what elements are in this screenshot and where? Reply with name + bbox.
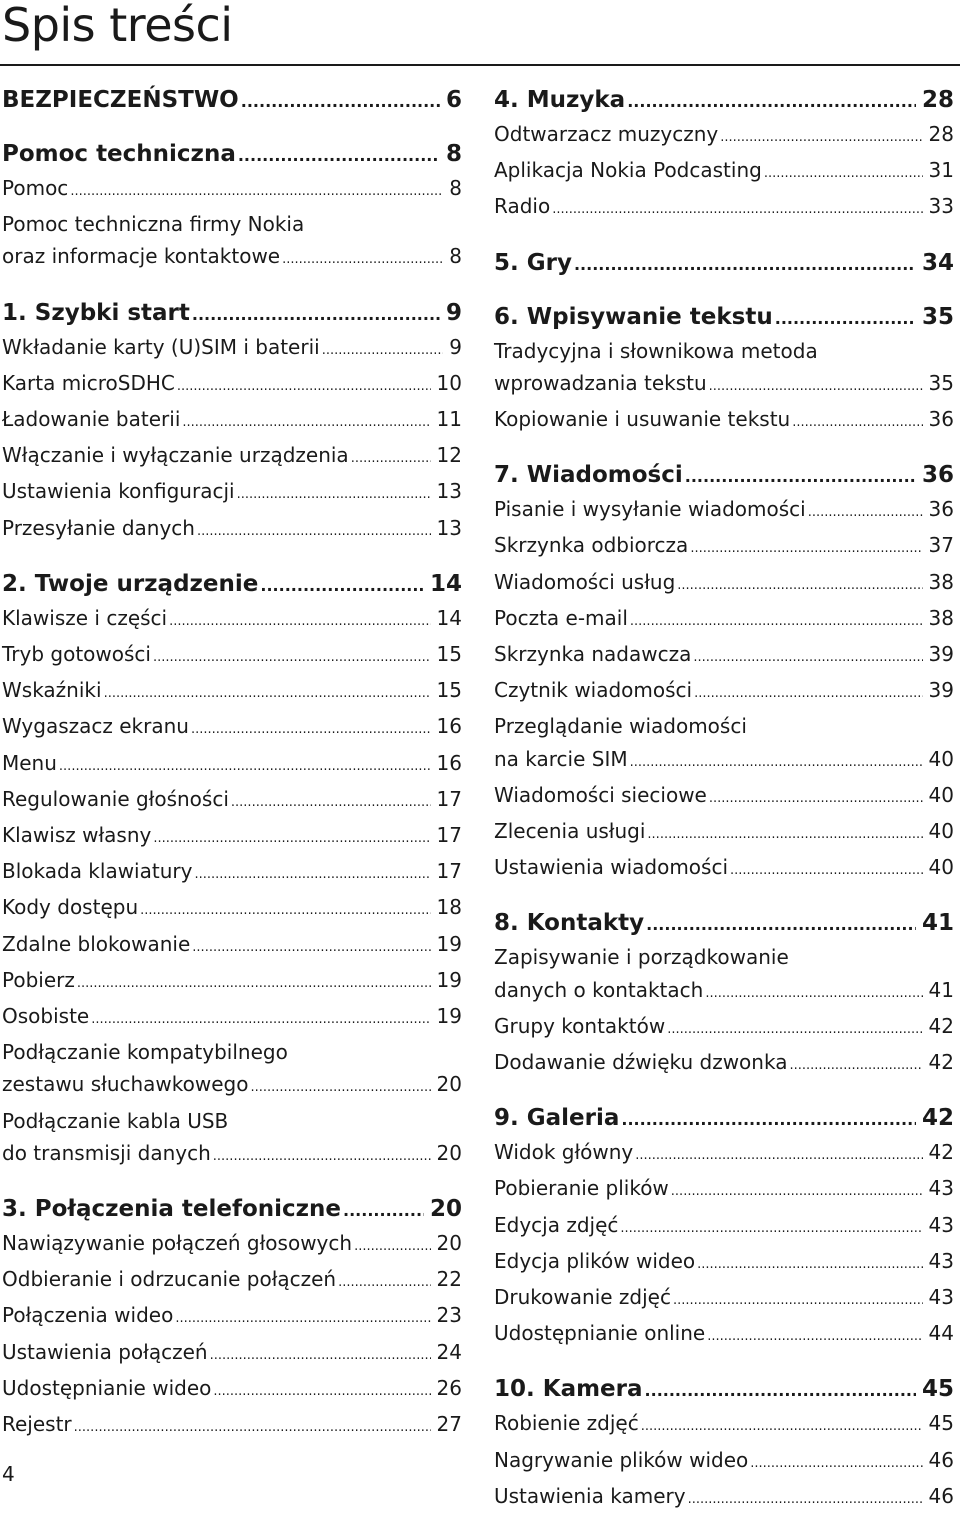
entry-title-line1: Pomoc techniczna firmy Nokia [2, 212, 305, 237]
dot-leader [250, 1068, 430, 1104]
entry-row [494, 367, 954, 403]
dot-leader [153, 638, 431, 674]
dot-leader [338, 1263, 430, 1299]
entry-title: Zdalne blokowanie [2, 931, 191, 956]
dot-leader [792, 403, 922, 439]
entry-title: Kopiowanie i usuwanie tekstu [494, 407, 791, 432]
entry-page-number: 40 [928, 855, 954, 880]
toc-entry[interactable] [2, 172, 462, 208]
section-page-number: 41 [921, 910, 954, 937]
dot-leader [77, 964, 431, 1000]
entry-title: oraz informacje kontaktowe [2, 244, 281, 269]
entry-page-number: 26 [436, 1375, 462, 1400]
dot-leader [343, 1193, 424, 1227]
entry-title: Menu [2, 750, 57, 775]
toc-entry[interactable] [494, 815, 954, 851]
dot-leader [630, 602, 923, 638]
toc-entry[interactable] [494, 1209, 954, 1245]
entry-title: danych o kontaktach [494, 977, 704, 1002]
section-title: 5. Gry [494, 249, 572, 276]
entry-page-number: 9 [449, 334, 462, 359]
dot-leader [677, 566, 922, 602]
section-title: BEZPIECZEŃSTWO [2, 87, 239, 113]
dot-leader [707, 1317, 922, 1353]
toc-entry[interactable] [2, 1227, 462, 1263]
entry-page-number: 27 [436, 1412, 462, 1437]
entry-title: Kody dostępu [2, 895, 139, 920]
toc-entry[interactable] [2, 512, 462, 548]
section-title: 1. Szybki start [2, 299, 190, 326]
dot-leader [177, 367, 431, 403]
toc-entry[interactable] [494, 529, 954, 565]
toc-right-column [494, 84, 954, 1516]
dot-leader [153, 819, 430, 855]
entry-page-number: 17 [436, 859, 462, 884]
dot-leader [646, 907, 916, 941]
toc-entry[interactable] [2, 367, 462, 403]
toc-entry[interactable] [494, 1480, 954, 1516]
dot-leader [213, 1372, 430, 1408]
entry-row [494, 743, 954, 779]
section-spacer [494, 1082, 954, 1102]
section-title: 7. Wiadomości [494, 462, 683, 489]
toc-entry[interactable] [494, 1136, 954, 1172]
dot-leader [705, 974, 922, 1010]
entry-page-number: 35 [928, 370, 954, 395]
dot-leader [182, 403, 430, 439]
dot-leader [635, 1136, 922, 1172]
toc-entry[interactable] [494, 1281, 954, 1317]
toc-entry[interactable] [494, 154, 954, 190]
entry-title: Wskaźniki [2, 678, 102, 703]
section-page-number: 28 [921, 87, 954, 113]
entry-page-number: 46 [928, 1447, 954, 1472]
entry-page-number: 31 [928, 158, 954, 183]
entry-page-number: 16 [436, 714, 462, 739]
dot-leader [241, 84, 440, 118]
entry-page-number: 15 [436, 642, 462, 667]
entry-page-number: 10 [436, 370, 462, 395]
entry-title: Klawisze i części [2, 605, 168, 630]
section-title: 4. Muzyka [494, 87, 626, 113]
toc-entry[interactable] [494, 1172, 954, 1208]
toc-entry[interactable] [494, 493, 954, 529]
toc-entry[interactable] [2, 1408, 462, 1444]
entry-title: Robienie zdjęć [494, 1411, 639, 1436]
dot-leader [697, 1245, 922, 1281]
entry-title: Ustawienia kamery [494, 1483, 686, 1508]
entry-title: Grupy kontaktów [494, 1013, 666, 1038]
entry-page-number: 28 [928, 122, 954, 146]
section-title: 10. Kamera [494, 1376, 643, 1403]
section-spacer [494, 887, 954, 907]
entry-page-number: 36 [928, 407, 954, 432]
entry-page-number: 8 [449, 176, 462, 200]
dot-leader [667, 1010, 922, 1046]
dot-leader [192, 928, 430, 964]
entry-title: Blokada klawiatury [2, 859, 193, 884]
toc-entry[interactable] [2, 403, 462, 439]
section-page-number: 35 [921, 303, 954, 330]
entry-title: Ustawienia połączeń [2, 1339, 208, 1364]
entry-page-number: 42 [928, 1013, 954, 1038]
entry-title: Odtwarzacz muzyczny [494, 122, 719, 146]
entry-page-number: 36 [928, 497, 954, 522]
entry-title: Pobieranie plików [494, 1176, 669, 1201]
section-spacer [494, 281, 954, 301]
toc-entry[interactable] [2, 928, 462, 964]
dot-leader [91, 1000, 430, 1036]
entry-page-number: 22 [436, 1267, 462, 1292]
entry-title: Drukowanie zdjęć [494, 1285, 671, 1310]
section-spacer [2, 118, 462, 138]
toc-entry[interactable] [2, 331, 462, 367]
dot-leader [140, 891, 430, 927]
section-page-number: 9 [445, 299, 462, 326]
section-title: Pomoc techniczna [2, 141, 236, 167]
entry-title-line1: Podłączanie kabla USB [2, 1108, 229, 1133]
entry-title: Nagrywanie plików wideo [494, 1447, 749, 1472]
toc-entry[interactable] [2, 710, 462, 746]
entry-title: Ustawienia konfiguracji [2, 479, 235, 504]
dot-leader [620, 1209, 922, 1245]
toc-entry[interactable] [2, 1105, 462, 1173]
toc-entry[interactable] [494, 1407, 954, 1443]
toc-section-heading[interactable] [2, 297, 462, 331]
toc-entry[interactable] [494, 1317, 954, 1353]
entry-page-number: 18 [436, 895, 462, 920]
entry-page-number: 44 [928, 1321, 954, 1346]
toc-section-heading[interactable] [2, 138, 462, 172]
entry-page-number: 14 [436, 605, 462, 630]
toc-section-heading[interactable] [494, 301, 954, 335]
entry-page-number: 40 [928, 819, 954, 844]
dot-leader [645, 1373, 916, 1407]
dot-leader [175, 1299, 430, 1335]
entry-title-line1: Tradycyjna i słownikowa metoda [494, 338, 818, 363]
entry-title-line1: Zapisywanie i porządkowanie [494, 945, 789, 970]
entry-page-number: 12 [436, 443, 462, 468]
entry-row [494, 974, 954, 1010]
entry-page-number: 13 [436, 515, 462, 540]
dot-leader [354, 1227, 430, 1263]
dot-leader [197, 512, 431, 548]
entry-page-number: 38 [928, 569, 954, 594]
entry-title: Osobiste [2, 1004, 90, 1029]
dot-leader [775, 301, 916, 335]
toc-entry[interactable] [494, 674, 954, 710]
section-page-number: 8 [445, 141, 462, 167]
toc-entry[interactable] [2, 1336, 462, 1372]
entry-page-number: 11 [436, 407, 462, 432]
toc-entry[interactable] [494, 566, 954, 602]
entry-title: Zlecenia usługi [494, 819, 646, 844]
entry-title: Udostępnianie online [494, 1321, 706, 1346]
toc-entry[interactable] [2, 1372, 462, 1408]
dot-leader [621, 1102, 916, 1136]
section-page-number: 45 [921, 1376, 954, 1403]
section-spacer [494, 1353, 954, 1373]
entry-page-number: 40 [928, 746, 954, 771]
section-spacer [494, 439, 954, 459]
entry-title: Odbieranie i odrzucanie połączeń [2, 1267, 337, 1292]
toc-entry[interactable] [494, 1010, 954, 1046]
entry-page-number: 38 [928, 605, 954, 630]
dot-leader [730, 851, 923, 887]
entry-page-number: 20 [436, 1140, 462, 1165]
toc-entry[interactable] [494, 638, 954, 674]
entry-title: Czytnik wiadomości [494, 678, 693, 703]
entry-page-number: 20 [436, 1231, 462, 1256]
dot-leader [690, 529, 922, 565]
toc-entry[interactable] [494, 1046, 954, 1082]
section-spacer [2, 277, 462, 297]
toc-section-heading[interactable] [2, 84, 462, 118]
entry-page-number: 40 [928, 782, 954, 807]
dot-leader [709, 367, 923, 403]
dot-leader [789, 1046, 922, 1082]
toc-entry[interactable] [2, 1000, 462, 1036]
toc-entry[interactable] [494, 118, 954, 154]
section-page-number: 20 [429, 1196, 462, 1223]
section-title: 8. Kontakty [494, 910, 645, 937]
entry-page-number: 19 [436, 1004, 462, 1029]
dot-leader [693, 638, 922, 674]
entry-title: Pisanie i wysyłanie wiadomości [494, 497, 806, 522]
toc-entry[interactable] [2, 638, 462, 674]
entry-title: Pomoc [2, 176, 69, 200]
toc-entry[interactable] [494, 941, 954, 1009]
section-spacer [494, 227, 954, 247]
toc-section-heading[interactable] [494, 1373, 954, 1407]
entry-title: Karta microSDHC [2, 370, 175, 395]
toc-section-heading[interactable] [2, 568, 462, 602]
entry-title: Aplikacja Nokia Podcasting [494, 158, 762, 183]
dot-leader [104, 674, 431, 710]
dot-leader [213, 1137, 431, 1173]
dot-leader [74, 1408, 431, 1444]
entry-title: Udostępnianie wideo [2, 1375, 212, 1400]
dot-leader [238, 138, 440, 172]
entry-title: Edycja zdjęć [494, 1212, 619, 1237]
toc-entry[interactable] [494, 851, 954, 887]
section-page-number: 6 [445, 87, 462, 113]
section-spacer [2, 1173, 462, 1193]
entry-title: Rejestr [2, 1412, 72, 1437]
entry-title: Skrzynka nadawcza [494, 642, 692, 667]
toc-left-column [2, 84, 462, 1444]
entry-page-number: 19 [436, 967, 462, 992]
entry-page-number: 20 [436, 1072, 462, 1097]
entry-page-number: 43 [928, 1248, 954, 1273]
dot-leader [647, 815, 922, 851]
toc-entry[interactable] [2, 855, 462, 891]
toc-entry[interactable] [2, 208, 462, 276]
entry-page-number: 17 [436, 786, 462, 811]
dot-leader [671, 1172, 923, 1208]
dot-leader [169, 602, 430, 638]
toc-section-heading[interactable] [494, 84, 954, 118]
dot-leader [750, 1444, 922, 1480]
entry-page-number: 42 [928, 1050, 954, 1075]
dot-leader [231, 783, 431, 819]
entry-page-number: 37 [928, 533, 954, 558]
entry-row [2, 240, 462, 276]
toc-entry[interactable] [494, 779, 954, 815]
toc-section-heading[interactable] [2, 1193, 462, 1227]
entry-title: Klawisz własny [2, 823, 152, 848]
dot-leader [808, 493, 923, 529]
entry-page-number: 13 [436, 479, 462, 504]
toc-entry[interactable] [2, 602, 462, 638]
section-title: 6. Wpisywanie tekstu [494, 303, 773, 330]
toc-entry[interactable] [2, 1263, 462, 1299]
entry-page-number: 8 [449, 244, 462, 269]
entry-title: wprowadzania tekstu [494, 370, 707, 395]
entry-page-number: 19 [436, 931, 462, 956]
entry-title-line1: Podłączanie kompatybilnego [2, 1040, 288, 1065]
title-divider [0, 64, 960, 66]
entry-title: Przesyłanie danych [2, 515, 195, 540]
toc-entry[interactable] [2, 1036, 462, 1104]
toc-section-heading[interactable] [494, 907, 954, 941]
entry-title: Poczta e-mail [494, 605, 628, 630]
entry-title: Wygaszacz ekranu [2, 714, 189, 739]
entry-title: Wiadomości sieciowe [494, 782, 707, 807]
entry-page-number: 15 [436, 678, 462, 703]
section-page-number: 42 [921, 1105, 954, 1132]
dot-leader [322, 331, 444, 367]
toc-entry[interactable] [2, 1299, 462, 1335]
entry-page-number: 33 [928, 194, 954, 219]
toc-entry[interactable] [2, 674, 462, 710]
entry-page-number: 17 [436, 823, 462, 848]
dot-leader [192, 297, 440, 331]
entry-title: zestawu słuchawkowego [2, 1072, 249, 1097]
entry-title: Skrzynka odbiorcza [494, 533, 689, 558]
dot-leader [627, 84, 916, 118]
section-title: 9. Galeria [494, 1105, 620, 1132]
toc-entry[interactable] [2, 747, 462, 783]
entry-title: Radio [494, 194, 551, 219]
section-title: 3. Połączenia telefoniczne [2, 1196, 342, 1223]
entry-row [2, 1068, 462, 1104]
toc-entry[interactable] [494, 602, 954, 638]
entry-title: Włączanie i wyłączanie urządzenia [2, 443, 349, 468]
entry-title: Połączenia wideo [2, 1303, 174, 1328]
dot-leader [191, 710, 431, 746]
entry-page-number: 42 [928, 1140, 954, 1165]
toc-entry[interactable] [494, 335, 954, 403]
dot-leader [688, 1480, 923, 1516]
section-page-number: 36 [921, 462, 954, 489]
entry-title-line1: Przeglądanie wiadomości [494, 714, 747, 739]
toc-entry[interactable] [2, 891, 462, 927]
toc-section-heading[interactable] [494, 247, 954, 281]
entry-title: Tryb gotowości [2, 642, 151, 667]
entry-page-number: 23 [436, 1303, 462, 1328]
section-page-number: 14 [429, 570, 462, 597]
entry-title: Dodawanie dźwięku dzwonka [494, 1050, 788, 1075]
dot-leader [641, 1407, 923, 1443]
dot-leader [574, 247, 916, 281]
entry-page-number: 46 [928, 1483, 954, 1508]
entry-page-number: 39 [928, 642, 954, 667]
toc-entry[interactable] [494, 1444, 954, 1480]
toc-entry[interactable] [494, 403, 954, 439]
dot-leader [709, 779, 923, 815]
entry-page-number: 43 [928, 1212, 954, 1237]
section-page-number: 34 [921, 249, 954, 276]
toc-section-heading[interactable] [494, 459, 954, 493]
section-spacer [2, 548, 462, 568]
toc-entry[interactable] [494, 190, 954, 226]
toc-entry[interactable] [494, 1245, 954, 1281]
entry-page-number: 43 [928, 1285, 954, 1310]
section-title: 2. Twoje urządzenie [2, 570, 259, 597]
page-number: 4 [2, 1462, 15, 1486]
entry-page-number: 43 [928, 1176, 954, 1201]
toc-entry[interactable] [2, 964, 462, 1000]
dot-leader [210, 1336, 431, 1372]
dot-leader [685, 459, 916, 493]
entry-title: na karcie SIM [494, 746, 628, 771]
entry-row [2, 1137, 462, 1173]
entry-title: Ładowanie baterii [2, 407, 181, 432]
entry-title: Wkładanie karty (U)SIM i baterii [2, 334, 320, 359]
entry-title: Regulowanie głośności [2, 786, 229, 811]
dot-leader [260, 568, 424, 602]
entry-title: do transmisji danych [2, 1140, 211, 1165]
toc-entry[interactable] [2, 819, 462, 855]
page-title: Spis treści [2, 0, 233, 52]
entry-page-number: 45 [928, 1411, 954, 1436]
dot-leader [282, 240, 443, 276]
dot-leader [237, 475, 431, 511]
dot-leader [552, 190, 922, 226]
entry-page-number: 16 [436, 750, 462, 775]
dot-leader [59, 747, 431, 783]
toc-entry[interactable] [494, 710, 954, 778]
toc-entry[interactable] [2, 475, 462, 511]
dot-leader [764, 154, 923, 190]
entry-page-number: 41 [928, 977, 954, 1002]
entry-title: Pobierz [2, 967, 75, 992]
entry-title: Widok główny [494, 1140, 634, 1165]
entry-page-number: 39 [928, 678, 954, 703]
entry-title: Wiadomości usług [494, 569, 676, 594]
entry-page-number: 24 [436, 1339, 462, 1364]
toc-entry[interactable] [2, 783, 462, 819]
entry-title: Ustawienia wiadomości [494, 855, 729, 880]
entry-title: Edycja plików wideo [494, 1248, 696, 1273]
toc-section-heading[interactable] [494, 1102, 954, 1136]
toc-entry[interactable] [2, 439, 462, 475]
dot-leader [673, 1281, 923, 1317]
dot-leader [351, 439, 431, 475]
dot-leader [194, 855, 430, 891]
entry-title: Nawiązywanie połączeń głosowych [2, 1231, 353, 1256]
dot-leader [694, 674, 922, 710]
dot-leader [630, 743, 923, 779]
dot-leader [720, 118, 922, 154]
dot-leader [70, 172, 443, 208]
